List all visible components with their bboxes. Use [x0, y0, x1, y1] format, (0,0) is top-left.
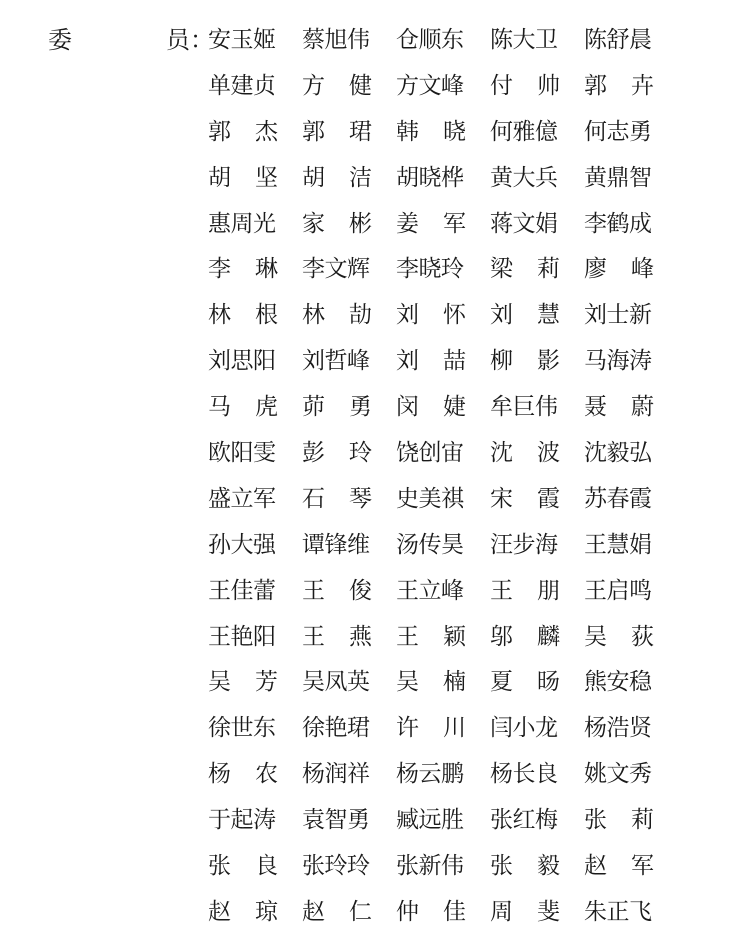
member-name: 刘思阳 — [208, 348, 276, 375]
role-label-char-2: 员： — [166, 26, 214, 54]
member-row — [208, 210, 678, 256]
member-name: 杨云鹏 — [396, 761, 464, 788]
member-name: 袁智勇 — [302, 807, 370, 834]
member-name: 梁 莉 — [490, 256, 560, 283]
member-name: 欧阳雯 — [208, 440, 276, 467]
member-name: 王 燕 — [302, 623, 372, 650]
member-name: 吴凤英 — [302, 669, 370, 696]
member-row — [208, 26, 678, 72]
member-name: 彭 玲 — [302, 440, 372, 467]
member-name-grid — [208, 26, 678, 944]
member-name: 王慧娟 — [584, 531, 652, 558]
member-name: 黄鼎智 — [584, 164, 652, 191]
member-name: 杨 农 — [208, 761, 278, 788]
member-name: 石 琴 — [302, 485, 372, 512]
member-row — [208, 439, 678, 485]
member-name: 马海涛 — [584, 348, 652, 375]
member-name: 许 川 — [396, 715, 466, 742]
member-name: 郭 卉 — [584, 72, 654, 99]
member-name: 蒋文娟 — [490, 210, 558, 237]
member-name: 徐世东 — [208, 715, 276, 742]
member-row — [208, 164, 678, 210]
member-name: 廖 峰 — [584, 256, 654, 283]
member-name: 王 颖 — [396, 623, 466, 650]
member-row — [208, 577, 678, 623]
member-name: 王立峰 — [396, 577, 464, 604]
member-row — [208, 347, 678, 393]
member-name: 仲 佳 — [396, 898, 466, 925]
member-name: 李鹤成 — [584, 210, 652, 237]
member-row — [208, 485, 678, 531]
member-name: 姜 军 — [396, 210, 466, 237]
member-name: 郭 杰 — [208, 118, 278, 145]
member-name: 单建贞 — [208, 72, 276, 99]
member-name: 谭锋维 — [302, 531, 370, 558]
member-name: 马 虎 — [208, 394, 278, 421]
member-name: 林 劼 — [302, 302, 372, 329]
member-name: 韩 晓 — [396, 118, 466, 145]
member-name: 郭 珺 — [302, 118, 372, 145]
member-name: 朱正飞 — [584, 898, 652, 925]
member-name: 王 俊 — [302, 577, 372, 604]
member-name: 汪步海 — [490, 531, 558, 558]
member-name: 沈毅弘 — [584, 440, 652, 467]
member-name: 史美祺 — [396, 485, 464, 512]
member-name: 杨浩贤 — [584, 715, 652, 742]
member-row — [208, 760, 678, 806]
member-name: 胡晓桦 — [396, 164, 464, 191]
member-name: 张 莉 — [584, 807, 654, 834]
member-name: 李 琳 — [208, 256, 278, 283]
member-name: 张 良 — [208, 853, 278, 880]
member-name: 王艳阳 — [208, 623, 276, 650]
member-name: 沈 波 — [490, 440, 560, 467]
member-row — [208, 72, 678, 118]
member-name: 黄大兵 — [490, 164, 558, 191]
member-name: 王 朋 — [490, 577, 560, 604]
member-name: 赵 仁 — [302, 898, 372, 925]
member-name: 孙大强 — [208, 531, 276, 558]
member-name: 林 根 — [208, 302, 278, 329]
member-name: 宋 霞 — [490, 485, 560, 512]
member-name: 仓顺东 — [396, 27, 464, 53]
member-name: 安玉姬 — [208, 27, 276, 53]
member-name: 陈舒晨 — [584, 27, 652, 53]
member-name: 柳 影 — [490, 348, 560, 375]
member-name: 熊安稳 — [584, 669, 652, 696]
member-name: 臧远胜 — [396, 807, 464, 834]
member-name: 赵 军 — [584, 853, 654, 880]
member-name: 方文峰 — [396, 72, 464, 99]
member-name: 刘士新 — [584, 302, 652, 329]
member-row — [208, 898, 678, 944]
member-name: 饶创宙 — [396, 440, 464, 467]
member-name: 家 彬 — [302, 210, 372, 237]
member-name: 汤传昊 — [396, 531, 464, 558]
member-name: 杨润祥 — [302, 761, 370, 788]
member-name: 邬 麟 — [490, 623, 560, 650]
member-name: 吴 荻 — [584, 623, 654, 650]
member-row — [208, 852, 678, 898]
member-name: 何雅億 — [490, 118, 558, 145]
member-name: 王启鸣 — [584, 577, 652, 604]
member-name: 周 斐 — [490, 898, 560, 925]
member-name: 胡 洁 — [302, 164, 372, 191]
member-name: 刘 慧 — [490, 302, 560, 329]
member-name: 惠周光 — [208, 210, 276, 237]
member-row — [208, 806, 678, 852]
member-name: 苏春霞 — [584, 485, 652, 512]
member-name: 王佳蕾 — [208, 577, 276, 604]
member-name: 茆 勇 — [302, 394, 372, 421]
role-label-char-1: 委 — [48, 26, 72, 54]
member-name: 何志勇 — [584, 118, 652, 145]
member-name: 徐艳珺 — [302, 715, 370, 742]
member-row — [208, 623, 678, 669]
member-name: 聂 蔚 — [584, 394, 654, 421]
member-name: 闫小龙 — [490, 715, 558, 742]
member-name: 赵 琼 — [208, 898, 278, 925]
member-name: 闵 婕 — [396, 394, 466, 421]
member-name: 张红梅 — [490, 807, 558, 834]
member-row — [208, 531, 678, 577]
member-name: 张新伟 — [396, 853, 464, 880]
member-row — [208, 118, 678, 164]
member-name: 付 帅 — [490, 72, 560, 99]
member-row — [208, 301, 678, 347]
member-name: 张玲玲 — [302, 853, 370, 880]
member-name: 姚文秀 — [584, 761, 652, 788]
member-name: 牟巨伟 — [490, 394, 558, 421]
member-name: 李晓玲 — [396, 256, 464, 283]
member-name: 蔡旭伟 — [302, 27, 370, 53]
member-row — [208, 714, 678, 760]
member-row — [208, 255, 678, 301]
member-name: 吴 楠 — [396, 669, 466, 696]
member-name: 张 毅 — [490, 853, 560, 880]
member-name: 盛立军 — [208, 485, 276, 512]
member-name: 方 健 — [302, 72, 372, 99]
member-name: 胡 坚 — [208, 164, 278, 191]
member-row — [208, 668, 678, 714]
member-name: 刘 怀 — [396, 302, 466, 329]
member-name: 陈大卫 — [490, 27, 558, 53]
member-row — [208, 393, 678, 439]
member-name: 李文辉 — [302, 256, 370, 283]
member-name: 刘哲峰 — [302, 348, 370, 375]
member-name: 刘 喆 — [396, 348, 466, 375]
member-name: 夏 旸 — [490, 669, 560, 696]
member-name: 于起涛 — [208, 807, 276, 834]
member-name: 吴 芳 — [208, 669, 278, 696]
member-name: 杨长良 — [490, 761, 558, 788]
